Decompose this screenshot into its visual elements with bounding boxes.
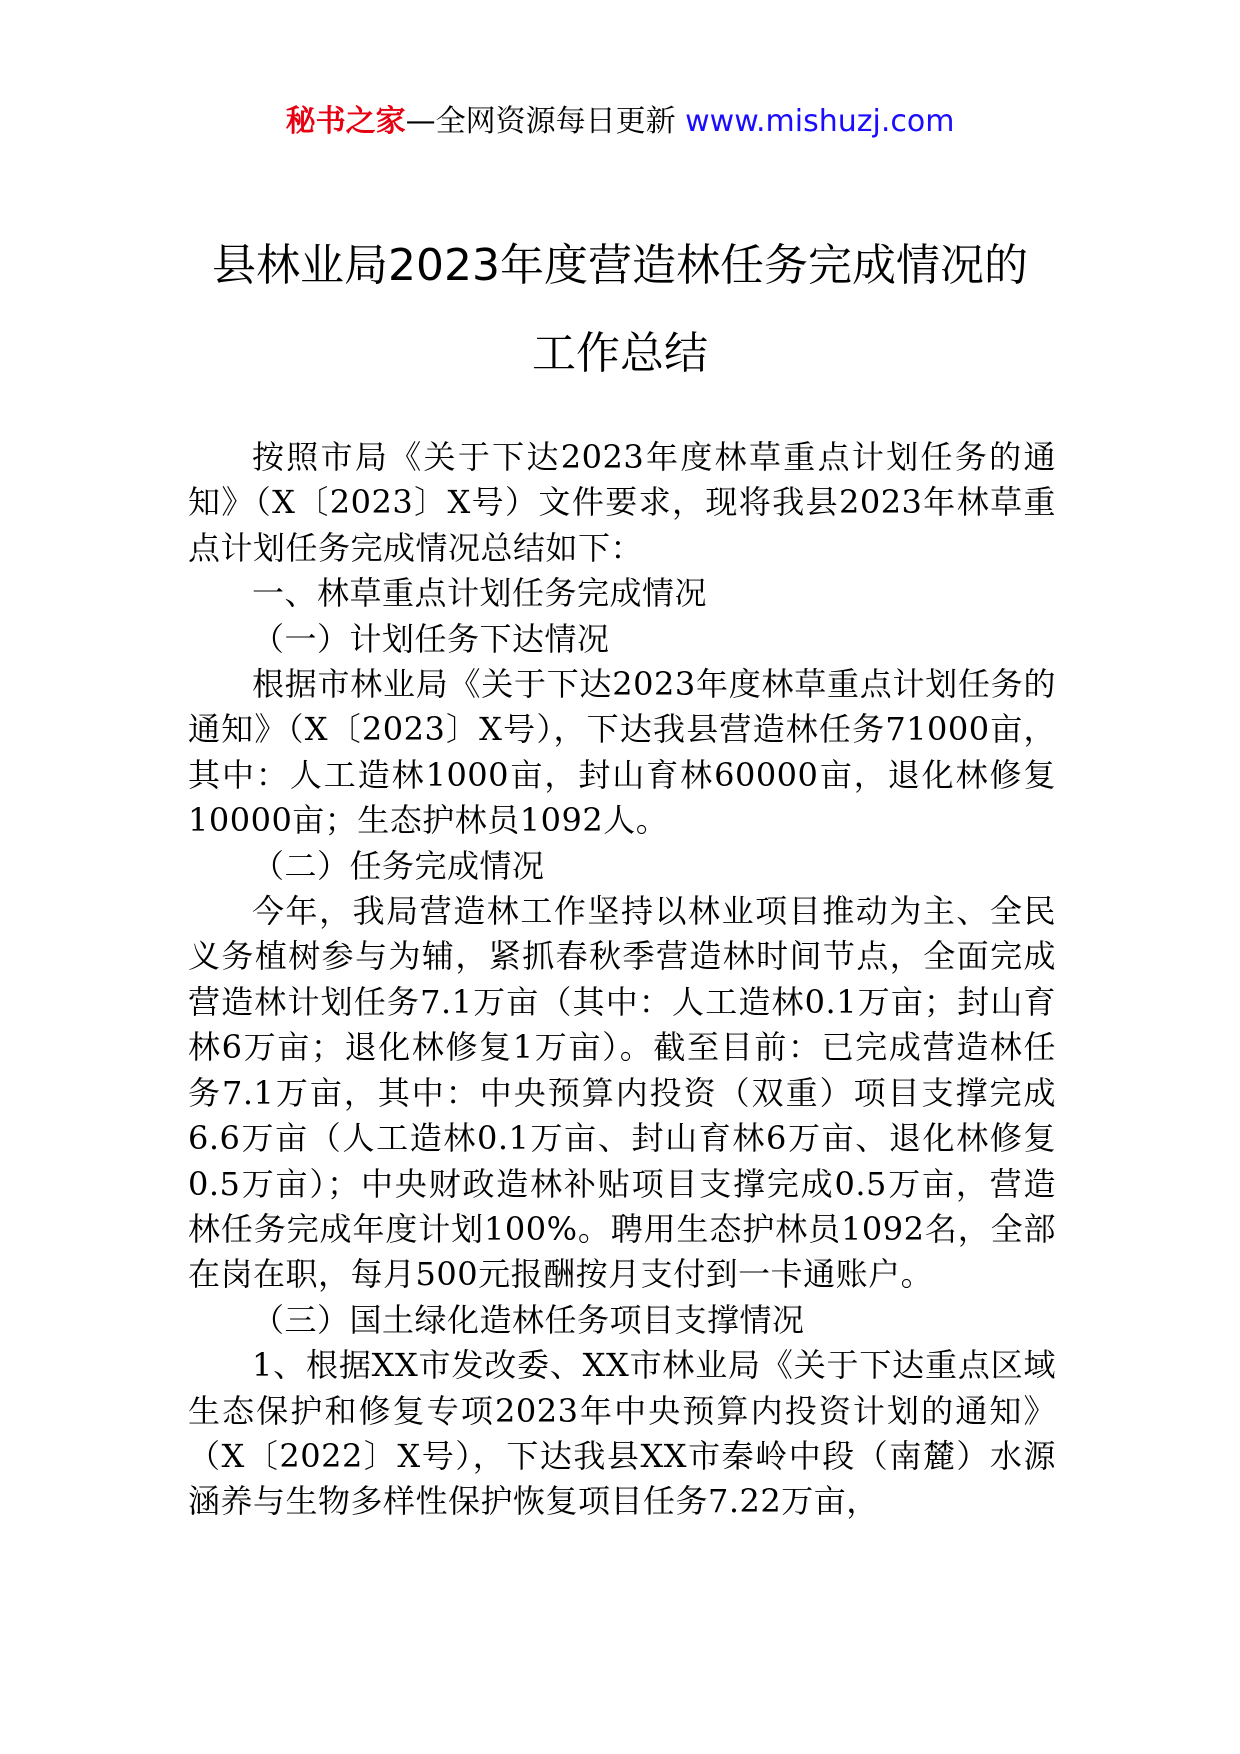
document-title <box>170 222 1070 398</box>
paragraph-project-support: 1、根据XX市发改委、XX市林业局《关于下达重点区域生态保护和修复专项2023年中央预算内投资计划的通知》（X〔2022〕X号），下达我县XX市秦岭中段（南麓）水源涵养与生物多样性保护恢复项目任务7.22万亩， <box>188 1346 1056 1521</box>
brand-name: 秘书之家 <box>285 104 406 139</box>
site-header <box>0 98 1240 146</box>
site-url-link[interactable]: www.mishuzj.com <box>685 104 955 139</box>
paragraph-task-completion: 今年，我局营造林工作坚持以林业项目推动为主、全民义务植树参与为辅，紧抓春秋季营造林时间节点，全面完成营造林计划任务7.1万亩（其中：人工造林0.1万亩；封山育林6万亩；退化林修复1万亩）。截至目前：已完成营造林任务7.1万亩，其中：中央预算内投资（双重）项目支撑完成6.6万亩（人工造林0.1万亩、封山育林6万亩、退化林修复0.5万亩）；中央财政造林补贴项目支撑完成0.5万亩，营造林任务完成年度计划100%。聘用生态护林员1092名，全部在岗在职，每月500元报酬按月支付到一卡通账户。 <box>188 892 1056 1294</box>
heading-subsection-2: （二）任务完成情况 <box>252 846 545 885</box>
document-body <box>188 435 1056 1525</box>
heading-section-1: 一、林草重点计划任务完成情况 <box>252 574 708 613</box>
site-slogan: —全网资源每日更新 <box>405 104 676 139</box>
heading-subsection-1: （一）计划任务下达情况 <box>252 619 610 658</box>
title-line-2: 工作总结 <box>532 328 708 379</box>
paragraph-intro: 按照市局《关于下达2023年度林草重点计划任务的通知》（X〔2023〕X号）文件要求，现将我县2023年林草重点计划任务完成情况总结如下： <box>188 438 1056 567</box>
title-line-1: 县林业局2023年度营造林任务完成情况的 <box>212 240 1028 291</box>
paragraph-task-assignment: 根据市林业局《关于下达2023年度林草重点计划任务的通知》（X〔2023〕X号），下达我县营造林任务71000亩，其中：人工造林1000亩，封山育林60000亩，退化林修复10000亩；生态护林员1092人。 <box>188 665 1056 840</box>
heading-subsection-3: （三）国土绿化造林任务项目支撑情况 <box>252 1300 805 1339</box>
